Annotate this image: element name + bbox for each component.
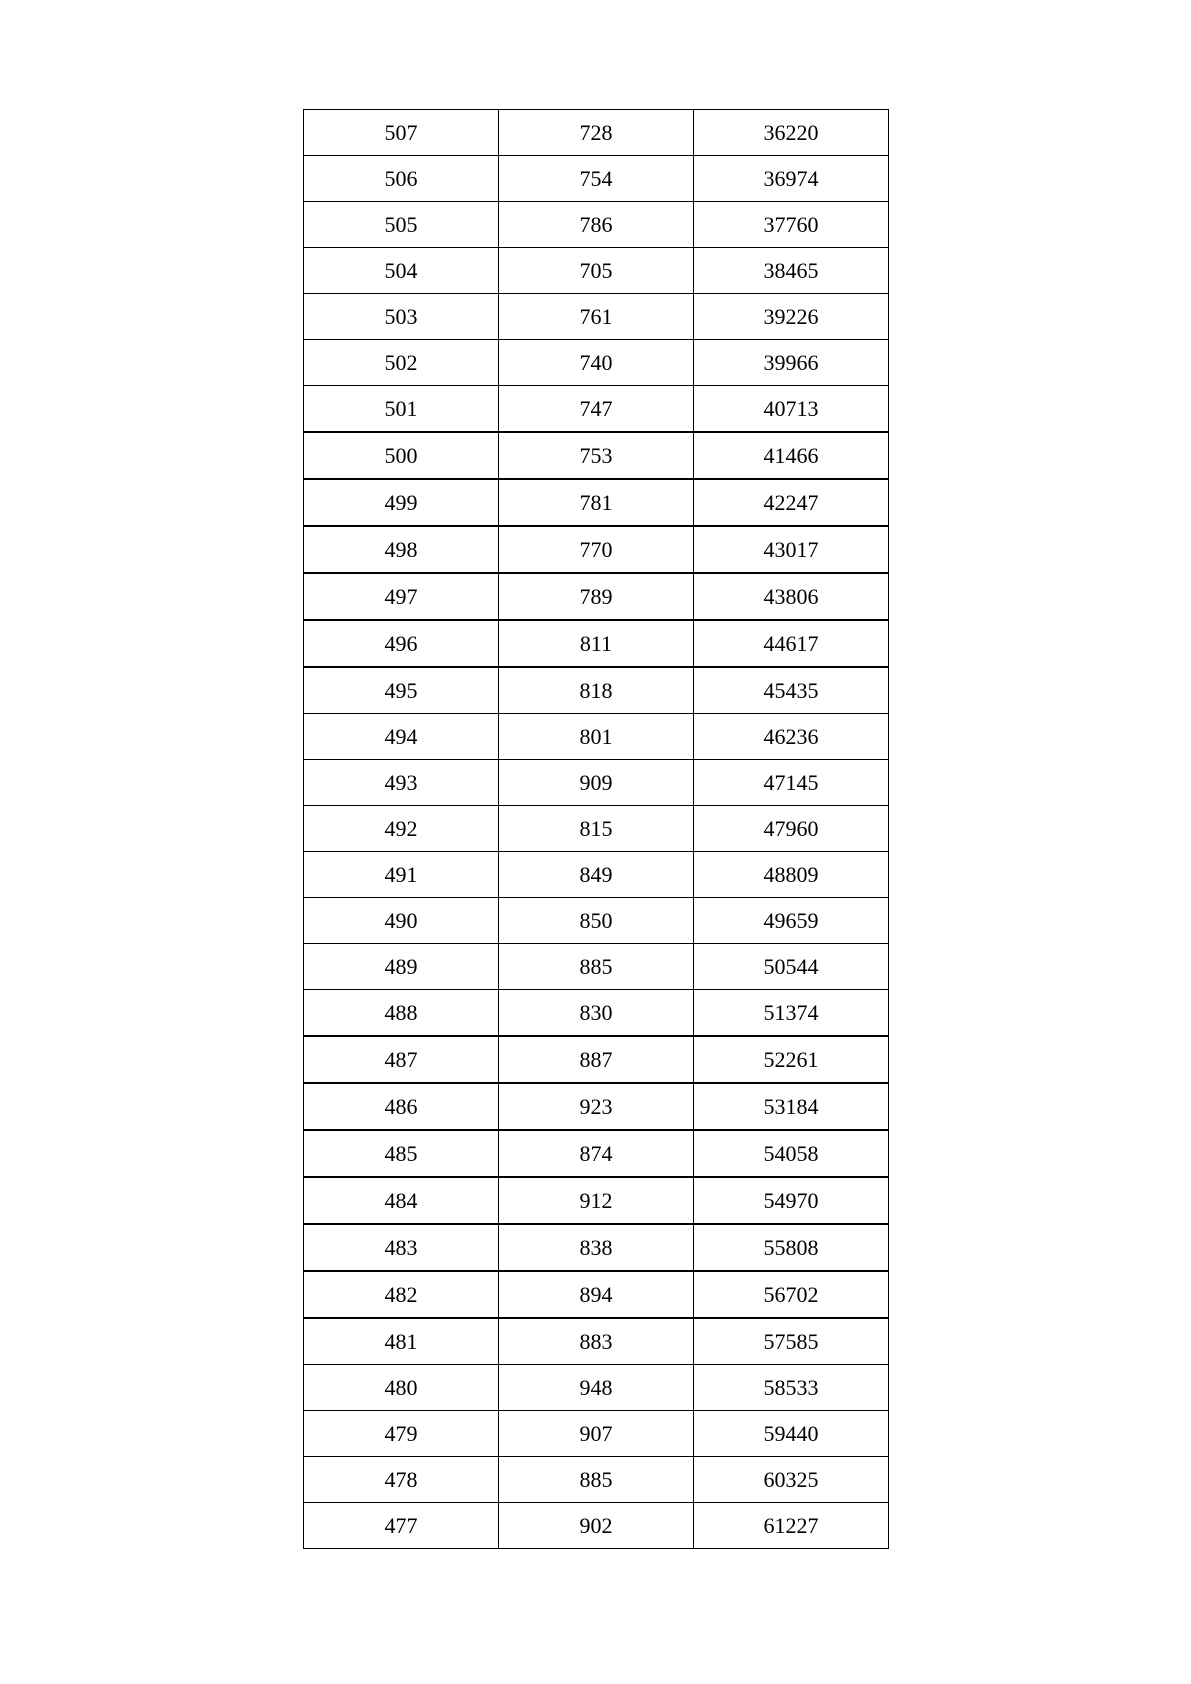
score-cell: 484 bbox=[304, 1177, 499, 1224]
score-cell: 495 bbox=[304, 667, 499, 714]
table-row bbox=[304, 386, 889, 433]
cumulative-cell: 42247 bbox=[694, 479, 889, 526]
cumulative-cell: 49659 bbox=[694, 898, 889, 944]
score-cell: 501 bbox=[304, 386, 499, 433]
table-row bbox=[304, 620, 889, 667]
count-cell: 747 bbox=[499, 386, 694, 433]
score-cell: 497 bbox=[304, 573, 499, 620]
table-row bbox=[304, 110, 889, 156]
cumulative-cell: 36220 bbox=[694, 110, 889, 156]
score-cell: 502 bbox=[304, 340, 499, 386]
score-cell: 499 bbox=[304, 479, 499, 526]
count-cell: 818 bbox=[499, 667, 694, 714]
cumulative-cell: 45435 bbox=[694, 667, 889, 714]
score-cell: 507 bbox=[304, 110, 499, 156]
score-cell: 482 bbox=[304, 1271, 499, 1318]
cumulative-cell: 53184 bbox=[694, 1083, 889, 1130]
score-cell: 505 bbox=[304, 202, 499, 248]
table-row bbox=[304, 714, 889, 760]
count-cell: 815 bbox=[499, 806, 694, 852]
table-row bbox=[304, 1130, 889, 1177]
count-cell: 761 bbox=[499, 294, 694, 340]
count-cell: 923 bbox=[499, 1083, 694, 1130]
score-cell: 489 bbox=[304, 944, 499, 990]
table-row bbox=[304, 1457, 889, 1503]
count-cell: 786 bbox=[499, 202, 694, 248]
cumulative-cell: 58533 bbox=[694, 1365, 889, 1411]
cumulative-cell: 60325 bbox=[694, 1457, 889, 1503]
score-table-body bbox=[304, 110, 889, 1549]
table-row bbox=[304, 1083, 889, 1130]
count-cell: 850 bbox=[499, 898, 694, 944]
cumulative-cell: 37760 bbox=[694, 202, 889, 248]
cumulative-cell: 56702 bbox=[694, 1271, 889, 1318]
table-row bbox=[304, 1503, 889, 1549]
score-cell: 500 bbox=[304, 432, 499, 479]
count-cell: 789 bbox=[499, 573, 694, 620]
count-cell: 894 bbox=[499, 1271, 694, 1318]
score-table bbox=[303, 109, 889, 1549]
count-cell: 830 bbox=[499, 990, 694, 1037]
cumulative-cell: 50544 bbox=[694, 944, 889, 990]
score-cell: 478 bbox=[304, 1457, 499, 1503]
count-cell: 885 bbox=[499, 944, 694, 990]
count-cell: 781 bbox=[499, 479, 694, 526]
count-cell: 705 bbox=[499, 248, 694, 294]
table-row bbox=[304, 479, 889, 526]
table-row bbox=[304, 944, 889, 990]
score-cell: 491 bbox=[304, 852, 499, 898]
count-cell: 883 bbox=[499, 1318, 694, 1365]
count-cell: 753 bbox=[499, 432, 694, 479]
table-row bbox=[304, 294, 889, 340]
table-row bbox=[304, 573, 889, 620]
cumulative-cell: 52261 bbox=[694, 1036, 889, 1083]
count-cell: 885 bbox=[499, 1457, 694, 1503]
cumulative-cell: 40713 bbox=[694, 386, 889, 433]
score-cell: 477 bbox=[304, 1503, 499, 1549]
table-row bbox=[304, 852, 889, 898]
score-cell: 493 bbox=[304, 760, 499, 806]
count-cell: 887 bbox=[499, 1036, 694, 1083]
cumulative-cell: 46236 bbox=[694, 714, 889, 760]
cumulative-cell: 43806 bbox=[694, 573, 889, 620]
score-cell: 479 bbox=[304, 1411, 499, 1457]
score-cell: 506 bbox=[304, 156, 499, 202]
count-cell: 902 bbox=[499, 1503, 694, 1549]
score-cell: 483 bbox=[304, 1224, 499, 1271]
cumulative-cell: 43017 bbox=[694, 526, 889, 573]
score-cell: 496 bbox=[304, 620, 499, 667]
score-cell: 488 bbox=[304, 990, 499, 1037]
table-row bbox=[304, 202, 889, 248]
score-cell: 490 bbox=[304, 898, 499, 944]
score-cell: 504 bbox=[304, 248, 499, 294]
score-cell: 498 bbox=[304, 526, 499, 573]
table-row bbox=[304, 432, 889, 479]
count-cell: 849 bbox=[499, 852, 694, 898]
table-row bbox=[304, 1224, 889, 1271]
cumulative-cell: 54970 bbox=[694, 1177, 889, 1224]
table-row bbox=[304, 1411, 889, 1457]
cumulative-cell: 61227 bbox=[694, 1503, 889, 1549]
cumulative-cell: 47145 bbox=[694, 760, 889, 806]
cumulative-cell: 39226 bbox=[694, 294, 889, 340]
count-cell: 728 bbox=[499, 110, 694, 156]
cumulative-cell: 54058 bbox=[694, 1130, 889, 1177]
cumulative-cell: 41466 bbox=[694, 432, 889, 479]
table-row bbox=[304, 898, 889, 944]
cumulative-cell: 55808 bbox=[694, 1224, 889, 1271]
table-row bbox=[304, 760, 889, 806]
score-cell: 480 bbox=[304, 1365, 499, 1411]
cumulative-cell: 47960 bbox=[694, 806, 889, 852]
table-row bbox=[304, 1177, 889, 1224]
table-row bbox=[304, 990, 889, 1037]
table-row bbox=[304, 667, 889, 714]
score-cell: 485 bbox=[304, 1130, 499, 1177]
count-cell: 907 bbox=[499, 1411, 694, 1457]
table-row bbox=[304, 156, 889, 202]
score-cell: 492 bbox=[304, 806, 499, 852]
cumulative-cell: 39966 bbox=[694, 340, 889, 386]
count-cell: 874 bbox=[499, 1130, 694, 1177]
score-cell: 486 bbox=[304, 1083, 499, 1130]
count-cell: 754 bbox=[499, 156, 694, 202]
count-cell: 948 bbox=[499, 1365, 694, 1411]
table-row bbox=[304, 1318, 889, 1365]
table-row bbox=[304, 1365, 889, 1411]
count-cell: 909 bbox=[499, 760, 694, 806]
count-cell: 811 bbox=[499, 620, 694, 667]
table-row bbox=[304, 1036, 889, 1083]
count-cell: 770 bbox=[499, 526, 694, 573]
count-cell: 740 bbox=[499, 340, 694, 386]
cumulative-cell: 57585 bbox=[694, 1318, 889, 1365]
score-cell: 494 bbox=[304, 714, 499, 760]
table-row bbox=[304, 340, 889, 386]
cumulative-cell: 36974 bbox=[694, 156, 889, 202]
table-row bbox=[304, 806, 889, 852]
table-row bbox=[304, 1271, 889, 1318]
score-cell: 487 bbox=[304, 1036, 499, 1083]
count-cell: 801 bbox=[499, 714, 694, 760]
table-row bbox=[304, 526, 889, 573]
cumulative-cell: 48809 bbox=[694, 852, 889, 898]
count-cell: 838 bbox=[499, 1224, 694, 1271]
table-row bbox=[304, 248, 889, 294]
count-cell: 912 bbox=[499, 1177, 694, 1224]
cumulative-cell: 51374 bbox=[694, 990, 889, 1037]
cumulative-cell: 38465 bbox=[694, 248, 889, 294]
cumulative-cell: 59440 bbox=[694, 1411, 889, 1457]
score-cell: 481 bbox=[304, 1318, 499, 1365]
score-cell: 503 bbox=[304, 294, 499, 340]
cumulative-cell: 44617 bbox=[694, 620, 889, 667]
